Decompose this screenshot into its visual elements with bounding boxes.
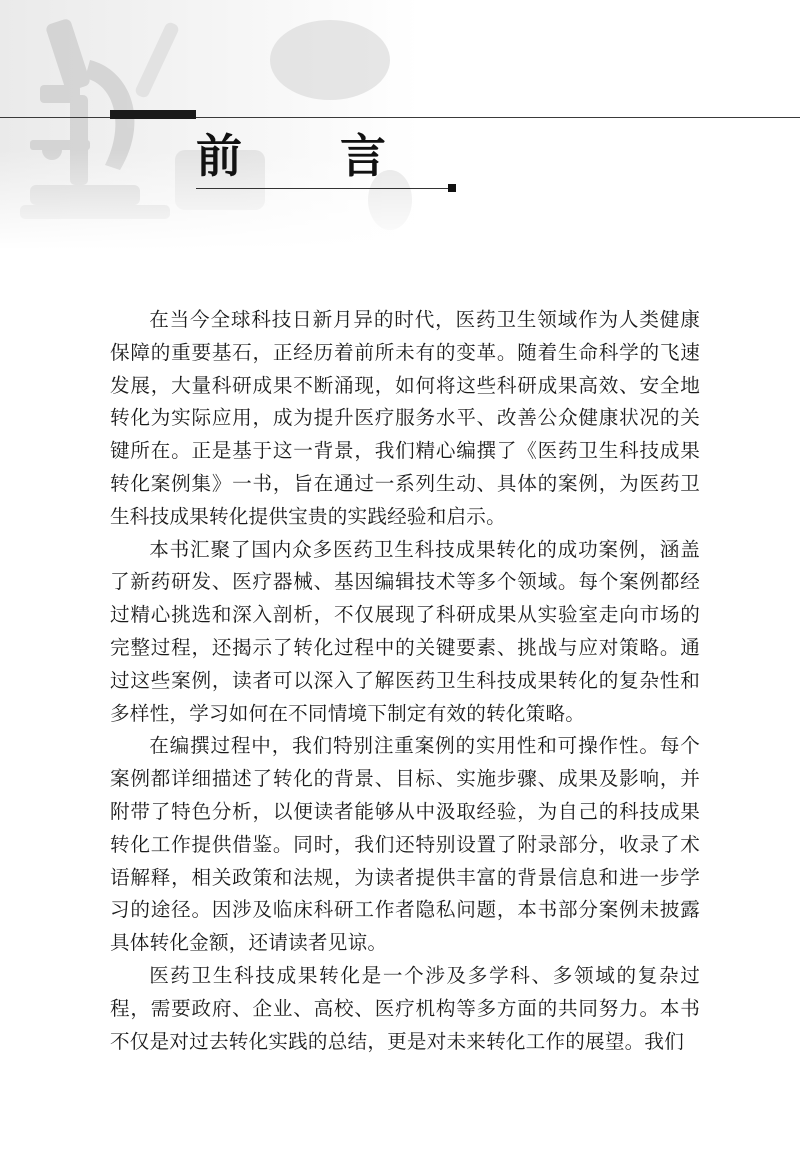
- preface-body: [110, 304, 700, 1058]
- header-accent-bar: [110, 110, 196, 119]
- title-underline-square: [448, 184, 456, 192]
- microscope-background-image: [0, 0, 800, 250]
- paragraph-3: 在编撰过程中，我们特别注重案例的实用性和可操作性。每个案例都详细描述了转化的背景、目标、实施步骤、成果及影响，并附带了特色分析，以便读者能够从中汲取经验，为自己的科技成果转化工作提供借鉴。同时，我们还特别设置了附录部分，收录了术语解释，相关政策和法规，为读者提供丰富的背景信息和进一步学习的途径。因涉及临床科研工作者隐私问题，本书部分案例未披露具体转化金额，还请读者见谅。: [110, 734, 700, 955]
- title-underline: [196, 188, 450, 189]
- paragraph-4: 医药卫生科技成果转化是一个涉及多学科、多领域的复杂过程，需要政府、企业、高校、医疗机构等多方面的共同努力。本书不仅是对过去转化实践的总结，更是对未来转化工作的展望。我们: [110, 963, 700, 1053]
- page-title: 前 言: [196, 129, 412, 183]
- paragraph-1: 在当今全球科技日新月异的时代，医药卫生领域作为人类健康保障的重要基石，正经历着前所未有的变革。随着生命科学的飞速发展，大量科研成果不断涌现，如何将这些科研成果高效、安全地转化为实际应用，成为提升医疗服务水平、改善公众健康状况的关键所在。正是基于这一背景，我们精心编撰了《医药卫生科技成果转化案例集》一书，旨在通过一系列生动、具体的案例，为医药卫生科技成果转化提供宝贵的实践经验和启示。: [110, 308, 700, 528]
- paragraph-2: 本书汇聚了国内众多医药卫生科技成果转化的成功案例，涵盖了新药研发、医疗器械、基因编辑技术等多个领域。每个案例都经过精心挑选和深入剖析，不仅展现了科研成果从实验室走向市场的完整过程，还揭示了转化过程中的关键要素、挑战与应对策略。通过这些案例，读者可以深入了解医药卫生科技成果转化的复杂性和多样性，学习如何在不同情境下制定有效的转化策略。: [110, 537, 700, 725]
- header-decoration: [0, 0, 800, 250]
